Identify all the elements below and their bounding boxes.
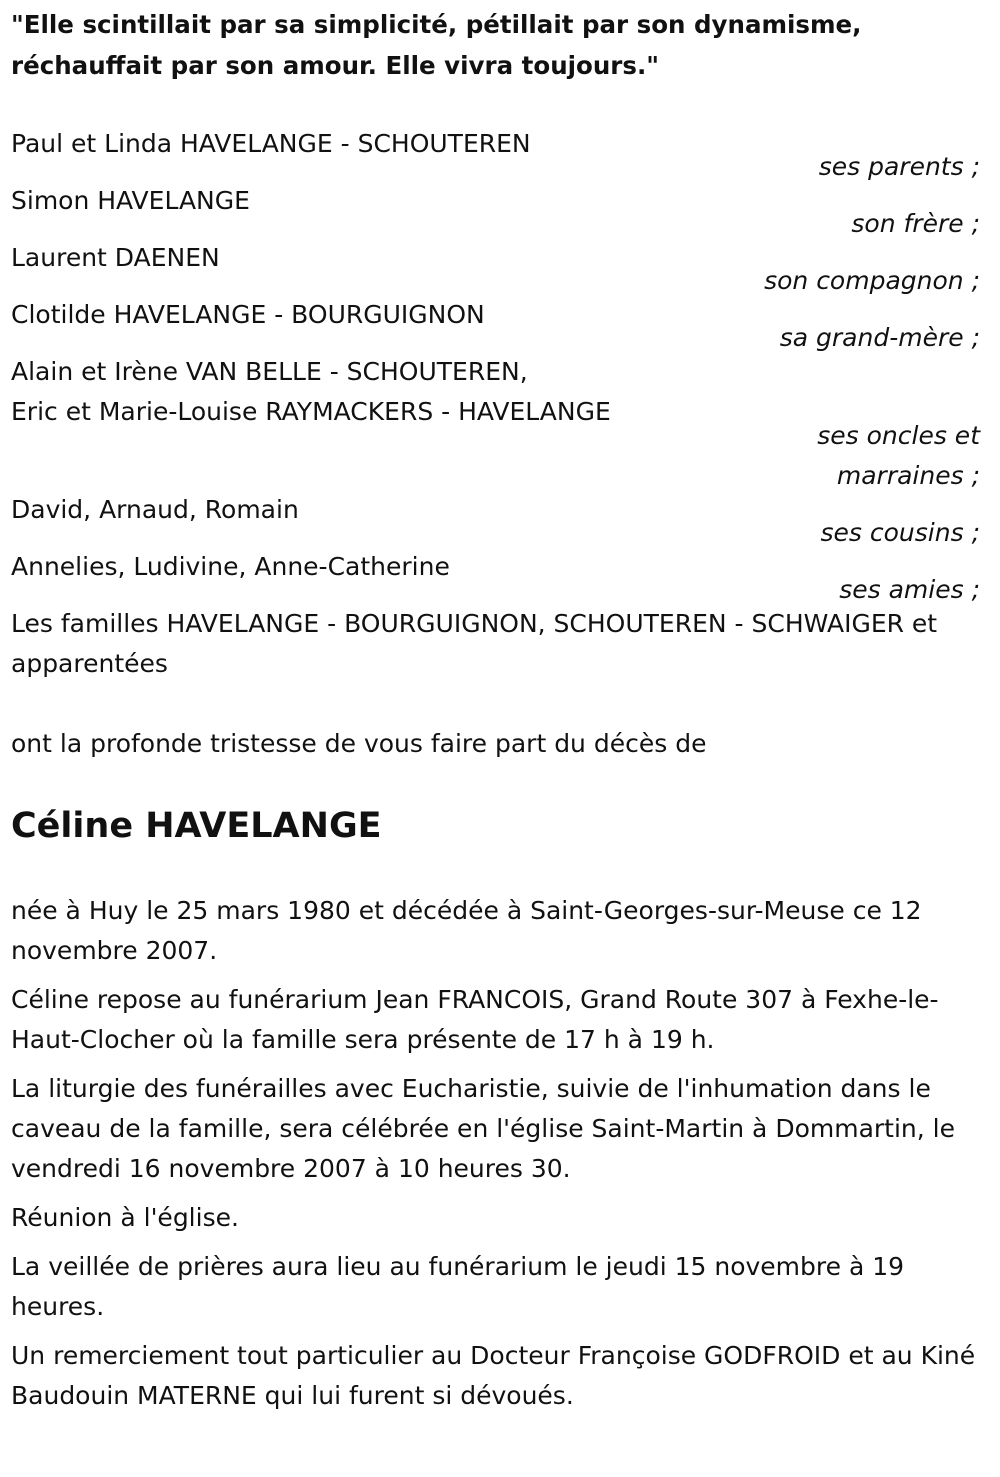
mourner-names: Clotilde HAVELANGE - BOURGUIGNON	[11, 300, 485, 329]
mourner-relation: son compagnon ;	[764, 266, 980, 295]
funeral-home-paragraph: Céline repose au funérarium Jean FRANCOIS, Grand Route 307 à Fexhe-le-Haut-Clocher où la famille sera présente de 17 h à 19 h.	[11, 985, 939, 1054]
funeral-details	[11, 891, 980, 1416]
mourner-entry-parents	[11, 124, 980, 187]
mourner-names: Laurent DAENEN	[11, 243, 220, 272]
mourner-entry-uncles	[11, 352, 980, 496]
mourner-entry-friends	[11, 547, 980, 610]
mourner-entry-grandmother	[11, 295, 980, 358]
mourner-relation: son frère ;	[851, 209, 980, 238]
announcement: ont la profonde tristesse de vous faire part du décès de	[11, 729, 707, 758]
mourner-names: David, Arnaud, Romain	[11, 495, 299, 524]
mourner-names: Paul et Linda HAVELANGE - SCHOUTEREN	[11, 129, 531, 158]
mourner-relation-line: marraines ;	[836, 461, 980, 490]
birth-death-paragraph: née à Huy le 25 mars 1980 et décédée à Saint-Georges-sur-Meuse ce 12 novembre 2007.	[11, 896, 922, 965]
mourner-relation: sa grand-mère ;	[779, 323, 980, 352]
mourner-names: Alain et Irène VAN BELLE - SCHOUTEREN,	[11, 357, 528, 386]
mourner-names: Simon HAVELANGE	[11, 186, 250, 215]
liturgy-paragraph: La liturgie des funérailles avec Eucharistie, suivie de l'inhumation dans le caveau de la famille, sera célébrée en l'église Saint-Martin à Dommartin, le vendredi 16 novembre 2007 à 10 heures 30.	[11, 1074, 955, 1183]
gathering-paragraph: Réunion à l'église.	[11, 1203, 239, 1232]
mourner-relation: ses cousins ;	[820, 518, 980, 547]
mourner-relation-line: ses oncles et	[817, 421, 980, 450]
opening-quote: "Elle scintillait par sa simplicité, pétillait par son dynamisme, réchauffait par son amour. Elle vivra toujours."	[11, 10, 862, 80]
thanks-paragraph: Un remerciement tout particulier au Docteur Françoise GODFROID et au Kiné Baudouin MATERNE qui lui furent si dévoués.	[11, 1341, 976, 1410]
vigil-paragraph: La veillée de prières aura lieu au funérarium le jeudi 15 novembre à 19 heures.	[11, 1252, 905, 1321]
families-line: Les familles HAVELANGE - BOURGUIGNON, SCHOUTEREN - SCHWAIGER et apparentées	[11, 609, 938, 678]
mourner-entry-partner	[11, 238, 980, 301]
mourner-names: Eric et Marie-Louise RAYMACKERS - HAVELANGE	[11, 397, 611, 426]
mourner-names: Annelies, Ludivine, Anne-Catherine	[11, 552, 450, 581]
mourner-relation: ses parents ;	[818, 152, 980, 181]
mourner-entry-brother	[11, 181, 980, 244]
deceased-name: Céline HAVELANGE	[11, 806, 382, 846]
mourner-relation: ses amies ;	[839, 575, 980, 604]
mourner-entry-cousins	[11, 490, 980, 553]
